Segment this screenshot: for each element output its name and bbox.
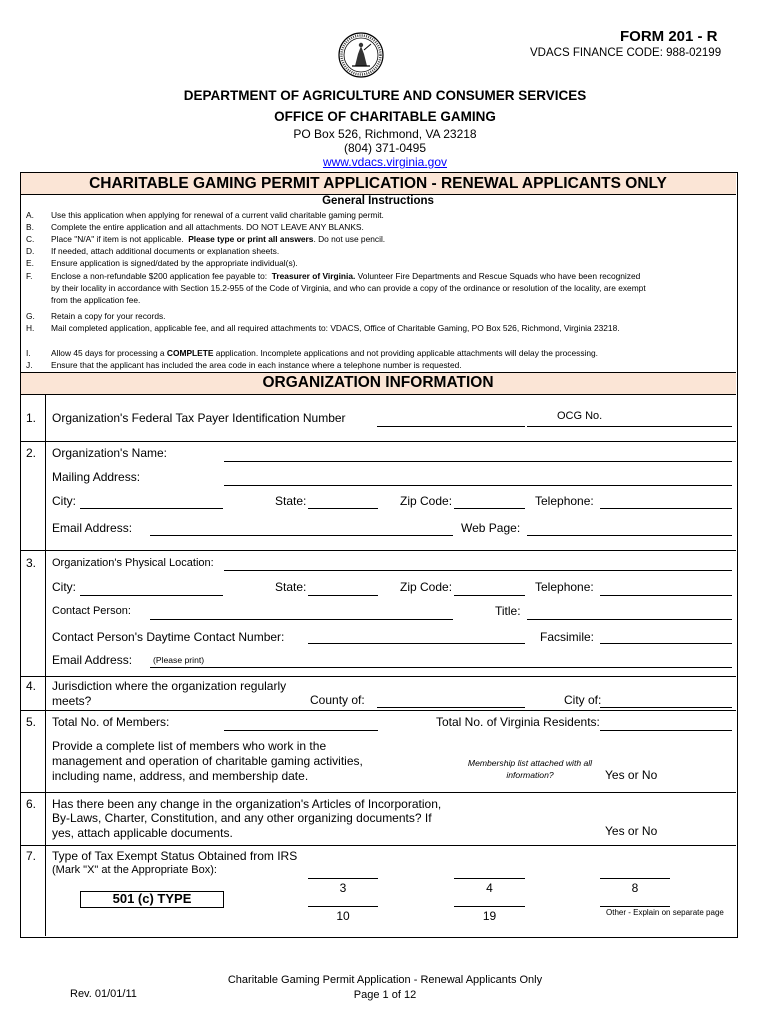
type-8-label: 8 bbox=[631, 881, 639, 895]
city-label: City: bbox=[52, 494, 76, 508]
mailing-address-label: Mailing Address: bbox=[52, 470, 141, 484]
form-title: CHARITABLE GAMING PERMIT APPLICATION - RENEWAL APPLICANTS ONLY bbox=[89, 175, 667, 192]
membership-attached-line1: Membership list attached with all bbox=[467, 758, 593, 768]
yes-no-label: Yes or No bbox=[605, 824, 658, 838]
question-number: 3. bbox=[26, 556, 37, 570]
type-19-box[interactable] bbox=[454, 906, 525, 907]
instruction-letter: H. bbox=[26, 323, 35, 333]
web-page-field[interactable] bbox=[527, 535, 732, 536]
type-3-box[interactable] bbox=[308, 878, 378, 879]
state-field[interactable] bbox=[308, 508, 378, 509]
total-members-label: Total No. of Members: bbox=[52, 715, 170, 729]
instruction-h: Mail completed application, applicable fee, and all required attachments to: VDACS, Office of Charitable Gaming, PO Box 526, Richmond, Virginia 23218. bbox=[51, 323, 620, 333]
office-name: OFFICE OF CHARITABLE GAMING bbox=[274, 109, 496, 124]
county-field[interactable] bbox=[377, 707, 525, 708]
section-title: ORGANIZATION INFORMATION bbox=[262, 374, 494, 391]
changes-line1: Has there been any change in the organization's Articles of Incorporation, bbox=[52, 797, 442, 811]
question-number: 6. bbox=[26, 797, 37, 811]
daytime-number-field[interactable] bbox=[308, 643, 525, 644]
facsimile-field[interactable] bbox=[600, 643, 732, 644]
contact-person-field[interactable] bbox=[150, 619, 453, 620]
city-of-label: City of: bbox=[564, 693, 602, 707]
changes-line3: yes, attach applicable documents. bbox=[52, 826, 233, 840]
office-address: PO Box 526, Richmond, VA 23218 bbox=[293, 127, 477, 141]
zip-field[interactable] bbox=[454, 508, 525, 509]
footer-title: Charitable Gaming Permit Application - Renewal Applicants Only bbox=[227, 974, 543, 986]
form-number: FORM 201 - R bbox=[620, 28, 718, 45]
tax-id-field[interactable] bbox=[377, 426, 525, 427]
instruction-d: If needed, attach additional documents or explanation sheets. bbox=[51, 246, 280, 256]
virginia-seal-icon bbox=[338, 32, 384, 78]
jurisdiction-label-line1: Jurisdiction where the organization regularly bbox=[52, 679, 287, 693]
city-of-field[interactable] bbox=[600, 707, 732, 708]
org-name-label: Organization's Name: bbox=[52, 446, 168, 460]
mailing-address-field[interactable] bbox=[224, 485, 732, 486]
website-link[interactable]: www.vdacs.virginia.gov bbox=[322, 155, 448, 169]
ocg-field[interactable] bbox=[527, 426, 732, 427]
instruction-letter: C. bbox=[26, 234, 35, 244]
yes-no-label: Yes or No bbox=[605, 768, 658, 782]
instruction-e: Ensure application is signed/dated by the appropriate individual(s). bbox=[51, 258, 298, 268]
instruction-i: Allow 45 days for processing a COMPLETE application. Incomplete applications and not providing applicable attachments will delay the processing. bbox=[51, 348, 599, 358]
web-page-label: Web Page: bbox=[461, 521, 521, 535]
finance-code: VDACS FINANCE CODE: 988-02199 bbox=[530, 47, 722, 59]
department-name: DEPARTMENT OF AGRICULTURE AND CONSUMER SERVICES bbox=[183, 88, 587, 103]
instruction-letter: F. bbox=[26, 271, 33, 281]
email-label: Email Address: bbox=[52, 521, 133, 535]
member-list-line1: Provide a complete list of members who work in the bbox=[52, 739, 327, 753]
row-divider bbox=[21, 845, 736, 846]
instruction-letter: G. bbox=[26, 311, 35, 321]
instruction-letter: D. bbox=[26, 246, 35, 256]
tax-id-label: Organization's Federal Tax Payer Identification Number bbox=[52, 411, 346, 425]
zip-label: Zip Code: bbox=[400, 494, 453, 508]
org-name-field[interactable] bbox=[224, 461, 732, 462]
jurisdiction-label-line2: meets? bbox=[52, 694, 92, 708]
zip-field[interactable] bbox=[454, 595, 525, 596]
tax-exempt-instruction: (Mark "X" at the Appropriate Box): bbox=[52, 864, 217, 876]
type-19-label: 19 bbox=[482, 909, 497, 923]
membership-attached-line2: information? bbox=[506, 770, 554, 780]
contact-person-label: Contact Person: bbox=[52, 605, 131, 617]
instruction-letter: E. bbox=[26, 258, 34, 268]
other-type-note: Other - Explain on separate page bbox=[606, 908, 724, 917]
number-column-divider bbox=[45, 394, 46, 936]
email-field[interactable] bbox=[150, 535, 453, 536]
instruction-c: Place "N/A" if item is not applicable. Please type or print all answers. Do not use pencil. bbox=[51, 234, 386, 244]
question-number: 5. bbox=[26, 715, 37, 729]
changes-line2: By-Laws, Charter, Constitution, and any other organizing documents? If bbox=[52, 811, 432, 825]
email-field[interactable] bbox=[150, 667, 732, 668]
instruction-f: Enclose a non-refundable $200 application fee payable to: Treasurer of Virginia. Volunteer Fire Departments and Rescue Squads who have been recognized bbox=[51, 271, 641, 281]
row-divider bbox=[21, 792, 736, 793]
question-number: 4. bbox=[26, 679, 37, 693]
question-number: 7. bbox=[26, 849, 37, 863]
row-divider bbox=[21, 710, 736, 711]
county-label: County of: bbox=[310, 693, 365, 707]
ocg-label: OCG No. bbox=[557, 410, 603, 422]
type-label: 501 (c) TYPE bbox=[112, 891, 192, 906]
title-field[interactable] bbox=[527, 619, 732, 620]
title-label: Title: bbox=[495, 604, 521, 618]
instruction-j: Ensure that the applicant has included the area code in each instance where a telephone number is requested. bbox=[51, 360, 462, 370]
question-number: 1. bbox=[26, 411, 37, 425]
question-number: 2. bbox=[26, 446, 37, 460]
telephone-label: Telephone: bbox=[535, 580, 594, 594]
row-divider bbox=[21, 676, 736, 677]
row-divider bbox=[21, 550, 736, 551]
type-4-box[interactable] bbox=[454, 878, 525, 879]
instructions-heading: General Instructions bbox=[322, 195, 434, 207]
telephone-label: Telephone: bbox=[535, 494, 594, 508]
member-list-line2: management and operation of charitable gaming activities, bbox=[52, 754, 363, 768]
instruction-f-line2: by their locality in accordance with Section 15.2-955 of the Code of Virginia, and who can provide a copy of the ordinance or resolution of the locality, are exempt bbox=[51, 283, 646, 293]
city-label: City: bbox=[52, 580, 76, 594]
instruction-f-line3: from the application fee. bbox=[51, 295, 141, 305]
instruction-letter: A. bbox=[26, 210, 34, 220]
row-divider bbox=[21, 441, 736, 442]
zip-label: Zip Code: bbox=[400, 580, 453, 594]
member-list-line3: including name, address, and membership date. bbox=[52, 769, 309, 783]
instruction-b: Complete the entire application and all attachments. DO NOT LEAVE ANY BLANKS. bbox=[51, 222, 364, 232]
type-10-label: 10 bbox=[336, 909, 350, 923]
total-members-field[interactable] bbox=[224, 730, 378, 731]
office-phone: (804) 371-0495 bbox=[343, 141, 427, 155]
type-4-label: 4 bbox=[486, 881, 493, 895]
state-label: State: bbox=[275, 580, 307, 594]
daytime-number-label: Contact Person's Daytime Contact Number: bbox=[52, 630, 285, 644]
type-3-label: 3 bbox=[339, 881, 347, 895]
type-10-box[interactable] bbox=[308, 906, 378, 907]
virginia-residents-label: Total No. of Virginia Residents: bbox=[436, 715, 600, 729]
facsimile-label: Facsimile: bbox=[540, 630, 595, 644]
instruction-a: Use this application when applying for renewal of a current valid charitable gaming permit. bbox=[51, 210, 384, 220]
email-label: Email Address: bbox=[52, 653, 133, 667]
tax-exempt-label: Type of Tax Exempt Status Obtained from IRS bbox=[52, 849, 298, 863]
physical-location-field[interactable] bbox=[224, 570, 732, 571]
physical-location-label: Organization's Physical Location: bbox=[52, 557, 214, 569]
city-field[interactable] bbox=[80, 508, 223, 509]
revision-date: Rev. 01/01/11 bbox=[70, 988, 137, 1000]
type-8-box[interactable] bbox=[600, 878, 670, 879]
virginia-residents-field[interactable] bbox=[600, 730, 732, 731]
instruction-g: Retain a copy for your records. bbox=[51, 311, 166, 321]
instruction-letter: I. bbox=[26, 348, 31, 358]
telephone-field[interactable] bbox=[600, 595, 732, 596]
instruction-letter: J. bbox=[26, 360, 33, 370]
type-other-box[interactable] bbox=[600, 906, 670, 907]
telephone-field[interactable] bbox=[600, 508, 732, 509]
city-field[interactable] bbox=[80, 595, 223, 596]
please-print-note: (Please print) bbox=[153, 655, 205, 665]
state-label: State: bbox=[275, 494, 307, 508]
page-number: Page 1 of 12 bbox=[353, 989, 417, 1001]
instruction-letter: B. bbox=[26, 222, 34, 232]
state-field[interactable] bbox=[308, 595, 378, 596]
